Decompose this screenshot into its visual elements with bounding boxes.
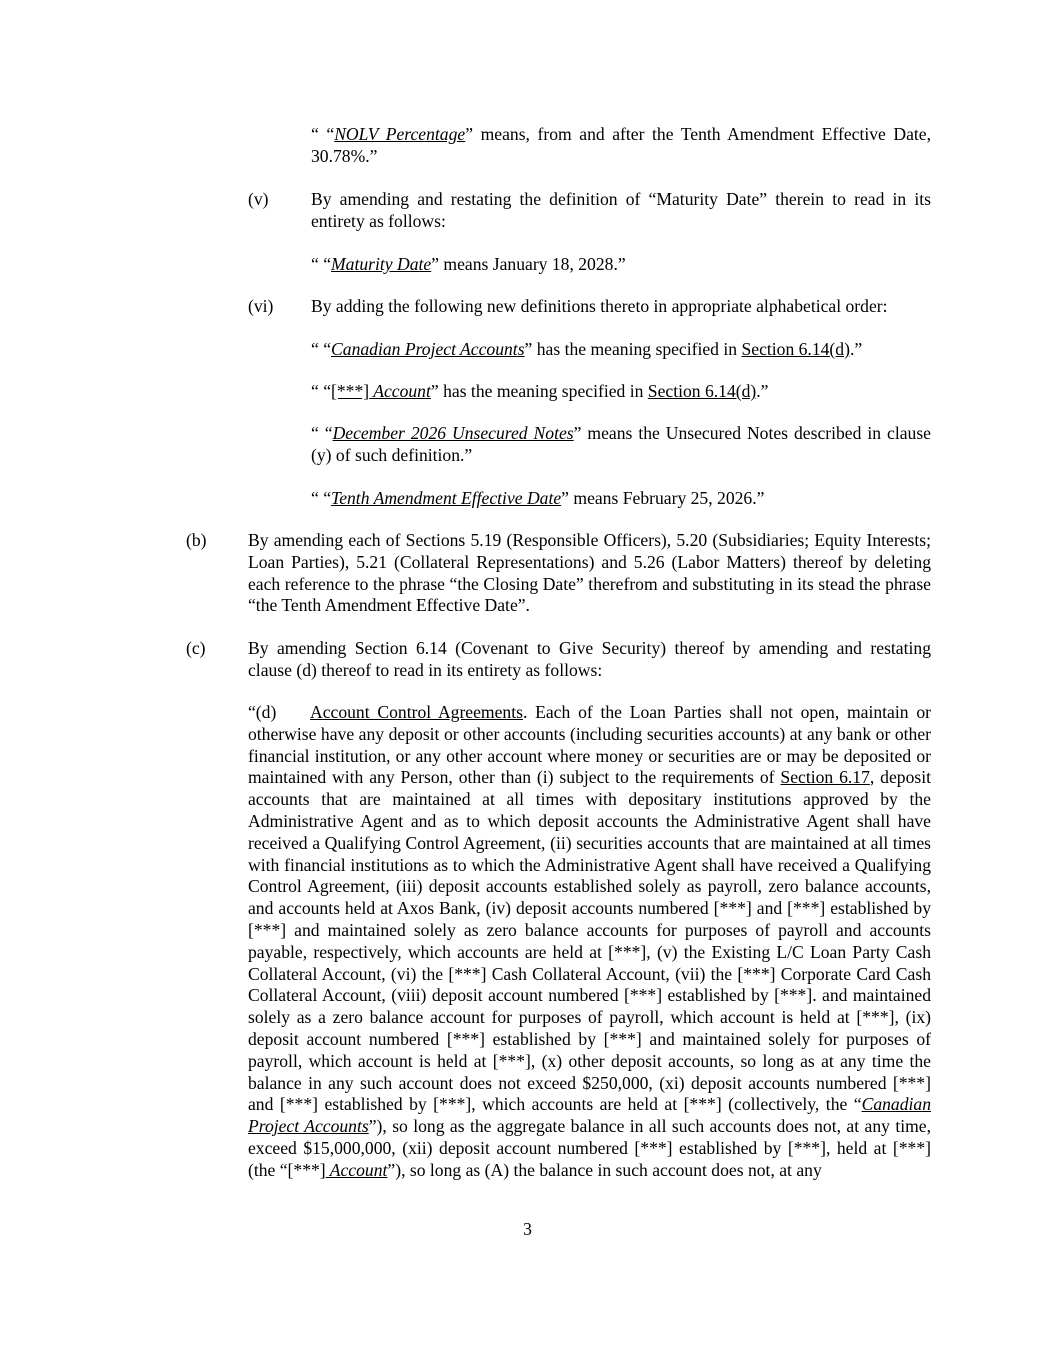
- item-label-c: (c): [186, 638, 206, 658]
- section-reference: Section 6.14(d): [741, 339, 850, 359]
- item-label-b: (b): [186, 530, 207, 550]
- defined-term: NOLV Percentage: [334, 124, 466, 144]
- december-2026-notes-definition: “ “December 2026 Unsecured Notes” means the Unsecured Notes described in clause (y) of such definition.”: [311, 423, 931, 465]
- maturity-date-definition: “ “Maturity Date” means January 18, 2028.”: [311, 254, 626, 274]
- item-vi-text: By adding the following new definitions thereto in appropriate alphabetical order:: [311, 296, 888, 316]
- item-v-text: By amending and restating the definition of “Maturity Date” therein to read in its entirety as follows:: [311, 189, 931, 231]
- defined-term: Canadian Project Accounts: [331, 339, 525, 359]
- clause-d-text: “(d) Account Control Agreements. Each of the Loan Parties shall not open, maintain or otherwise have any deposit or other accounts (including securities accounts) at any bank or other financial institution, or any other account where money or securities are or may be deposited or maintained with any Person, other than (i) subject to the requirements of Section 6.17, deposit accounts that are maintained at all times with depositary institutions approved by the Administrative Agent and as to which deposit accounts the Administrative Agent shall have received a Qualifying Control Agreement, (ii) securities accounts that are maintained at all times with financial institutions as to which the Administrative Agent shall have received a Qualifying Control Agreement, (iii) deposit accounts established solely as payroll, zero balance accounts, and accounts held at Axos Bank, (iv) deposit accounts numbered [***] and [***] established by [***] and maintained solely as zero balance accounts for purposes of payroll and accounts payable, respectively, which accounts are held at [***], (v) the Existing L/C Loan Party Cash Collateral Account, (vi) the [***] Cash Collateral Account, (vii) the [***] Corporate Card Cash Collateral Account, (viii) deposit account numbered [***] established by [***]. and maintained solely as a zero balance account for purposes of payroll, which account is held at [***], (ix) deposit account numbered [***] established by [***] and maintained solely for purposes of payroll, which account is held at [***], (x) other deposit accounts, so long as at any time the balance in any such account does not exceed $250,000, (xi) deposit accounts numbered [***] and [***] established by [***], which accounts are held at [***] (collectively, the “Canadian Project Accounts”), so long as the aggregate balance in all such accounts does not, at any time, exceed $15,000,000, (xii) deposit account numbered [***] established by [***], held at [***] (the “[***] Account”), so long as (A) the balance in such account does not, at any: [248, 702, 932, 1180]
- item-c-text: By amending Section 6.14 (Covenant to Give Security) thereof by amending and restating clause (d) thereof to read in its entirety as follows:: [248, 638, 931, 680]
- redacted-account-definition: “ “[***] Account” has the meaning specified in Section 6.14(d).”: [311, 381, 769, 401]
- defined-term: Account: [369, 381, 431, 401]
- clause-d-label: “(d): [248, 702, 277, 722]
- nolv-definition: “ “NOLV Percentage” means, from and after the Tenth Amendment Effective Date, 30.78%.”: [311, 124, 931, 166]
- tenth-amendment-date-definition: “ “Tenth Amendment Effective Date” means February 25, 2026.”: [311, 488, 765, 508]
- defined-term: Maturity Date: [331, 254, 432, 274]
- item-label-v: (v): [248, 189, 269, 209]
- redacted-text: [***]: [331, 381, 370, 401]
- page-number: 3: [523, 1219, 532, 1239]
- defined-term: Account: [325, 1159, 388, 1180]
- item-b-text: By amending each of Sections 5.19 (Responsible Officers), 5.20 (Subsidiaries; Equity Interests; Loan Parties), 5.21 (Collateral Representations) and 5.26 (Labor Matters) thereof by deleting each reference to the phrase “the Closing Date” therefrom and substituting in its stead the phrase “the Tenth Amendment Effective Date”.: [248, 530, 931, 616]
- section-reference: Section 6.14(d): [647, 381, 757, 401]
- canadian-project-accounts-definition: “ “Canadian Project Accounts” has the meaning specified in Section 6.14(d).”: [311, 339, 863, 359]
- clause-d-title: Account Control Agreements: [310, 702, 523, 722]
- section-reference: Section 6.17: [780, 767, 870, 788]
- defined-term: Tenth Amendment Effective Date: [331, 488, 562, 508]
- defined-term: Canadian Project Accounts: [248, 1094, 931, 1137]
- defined-term: December 2026 Unsecured Notes: [332, 423, 574, 443]
- item-label-vi: (vi): [248, 296, 274, 316]
